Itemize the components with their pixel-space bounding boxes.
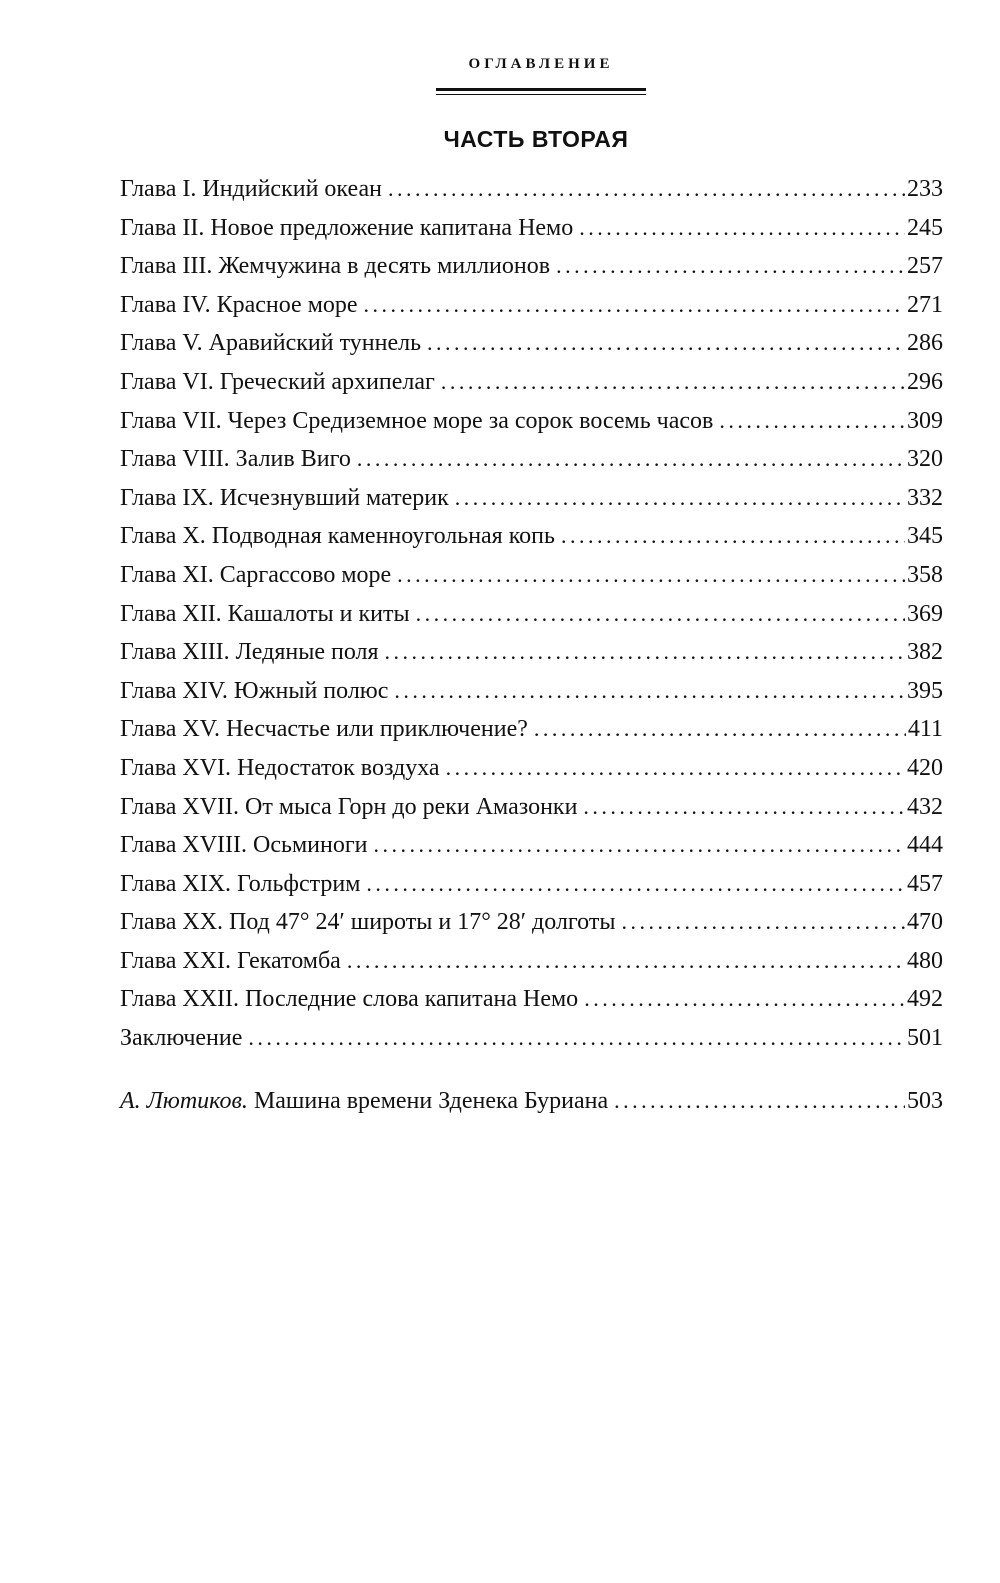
- afterword-author: А. Лютиков.: [120, 1088, 248, 1114]
- leader-dots: [719, 402, 905, 441]
- toc-entry-page-number: 320: [907, 446, 943, 473]
- toc-entry-title: Глава III. Жемчужина в десять миллионов: [120, 253, 551, 280]
- toc-entry-page-number: 257: [907, 253, 943, 280]
- toc-entry-title: Глава V. Аравийский туннель: [120, 330, 422, 357]
- leader-dots: [427, 324, 905, 363]
- toc-entry-title: Глава XIX. Гольфстрим: [120, 870, 361, 897]
- toc-entry-title: Глава VIII. Залив Виго: [120, 446, 351, 473]
- toc-entry-page-number: 480: [907, 947, 943, 974]
- toc-entry: [120, 903, 943, 942]
- toc-entry: [120, 826, 943, 865]
- leader-dots: [455, 479, 905, 518]
- afterword-title-wrap: [120, 1082, 608, 1120]
- leader-dots: [394, 672, 905, 711]
- leader-dots: [621, 903, 905, 942]
- toc-entry-page-number: 382: [907, 639, 943, 666]
- toc-entry-title: Глава VI. Греческий архипелаг: [120, 368, 435, 395]
- toc-entry: [120, 980, 943, 1019]
- leader-dots: [374, 826, 906, 865]
- toc-entry: [120, 788, 943, 827]
- toc-entry: [120, 942, 943, 981]
- toc-entry: [120, 710, 943, 749]
- toc-entry: [120, 517, 943, 556]
- leader-dots: [534, 710, 906, 749]
- toc-entry: [120, 1019, 943, 1058]
- toc-entry: [120, 363, 943, 402]
- toc-entry-page-number: 470: [907, 909, 943, 936]
- toc-entry-page-number: 444: [907, 832, 943, 859]
- toc-entry: [120, 324, 943, 363]
- toc-entry: [120, 749, 943, 788]
- part-title: ЧАСТЬ ВТОРАЯ: [443, 126, 629, 152]
- toc-entry-page-number: 501: [907, 1025, 943, 1052]
- toc-entry-page-number: 492: [907, 986, 943, 1013]
- afterword-page-number: 503: [907, 1088, 943, 1114]
- header-rule-thin: [436, 94, 646, 95]
- toc-entry-page-number: 271: [907, 291, 943, 318]
- toc-entry-page-number: 358: [907, 561, 943, 588]
- running-head: ОГЛАВЛЕНИЕ: [468, 56, 614, 72]
- leader-dots: [614, 1082, 905, 1120]
- toc-entry-title: Глава XV. Несчастье или приключение?: [120, 716, 528, 743]
- toc-entry-title: Глава XI. Саргассово море: [120, 561, 392, 588]
- toc-entry-page-number: 345: [907, 523, 943, 550]
- leader-dots: [556, 247, 905, 286]
- toc-entry-page-number: 296: [907, 368, 943, 395]
- toc-entry: [120, 286, 943, 325]
- toc-entry-title: Глава VII. Через Средиземное море за сорок восемь часов: [120, 407, 714, 434]
- toc-entry-page-number: 432: [907, 793, 943, 820]
- toc-entry-page-number: 369: [907, 600, 943, 627]
- toc-entry-title: Глава X. Подводная каменноугольная копь: [120, 523, 555, 550]
- afterword-title: Машина времени Зденека Буриана: [253, 1088, 609, 1114]
- toc-entry-title: Глава XII. Кашалоты и киты: [120, 600, 410, 627]
- afterword-entry: [120, 1082, 943, 1120]
- toc-entry-page-number: 332: [907, 484, 943, 511]
- leader-dots: [357, 440, 905, 479]
- leader-dots: [583, 788, 905, 827]
- leader-dots: [385, 633, 905, 672]
- leader-dots: [561, 517, 905, 556]
- toc-entry: [120, 209, 943, 248]
- toc-entry-page-number: 245: [907, 214, 943, 241]
- toc-entry-title: Глава IX. Исчезнувший материк: [120, 484, 449, 511]
- toc-entry-page-number: 233: [907, 176, 943, 202]
- leader-dots: [248, 1019, 905, 1058]
- toc-entry: [120, 479, 943, 518]
- leader-dots: [446, 749, 905, 788]
- leader-dots: [347, 942, 905, 981]
- table-of-contents: [120, 170, 943, 1058]
- toc-entry-title: Глава XIII. Ледяные поля: [120, 639, 379, 666]
- toc-entry-page-number: 286: [907, 330, 943, 357]
- leader-dots: [579, 209, 905, 248]
- toc-entry: [120, 440, 943, 479]
- toc-entry-title: Заключение: [120, 1025, 243, 1052]
- header-rule: [436, 88, 646, 91]
- toc-entry-title: Глава XXI. Гекатомба: [120, 947, 341, 974]
- toc-entry: [120, 672, 943, 711]
- toc-entry: [120, 170, 943, 209]
- leader-dots: [416, 595, 905, 634]
- toc-entry: [120, 247, 943, 286]
- toc-entry-title: Глава XX. Под 47° 24′ широты и 17° 28′ долготы: [120, 909, 616, 936]
- leader-dots: [397, 556, 905, 595]
- toc-entry-title: Глава XIV. Южный полюс: [120, 677, 389, 704]
- toc-entry-title: Глава XVII. От мыса Горн до реки Амазонки: [120, 793, 578, 820]
- leader-dots: [441, 363, 905, 402]
- toc-entry: [120, 556, 943, 595]
- leader-dots: [364, 286, 905, 325]
- leader-dots: [584, 980, 905, 1019]
- toc-entry-page-number: 457: [907, 870, 943, 897]
- toc-entry-page-number: 420: [907, 754, 943, 781]
- toc-entry-title: Глава II. Новое предложение капитана Немо: [120, 214, 574, 241]
- toc-entry: [120, 865, 943, 904]
- toc-entry-title: Глава XXII. Последние слова капитана Немо: [120, 986, 579, 1013]
- toc-entry-title: Глава XVIII. Осьминоги: [120, 832, 368, 859]
- toc-entry-title: Глава I. Индийский океан: [120, 176, 382, 202]
- toc-entry-page-number: 309: [907, 407, 943, 434]
- toc-entry: [120, 402, 943, 441]
- leader-dots: [366, 865, 905, 904]
- toc-entry: [120, 595, 943, 634]
- leader-dots: [388, 170, 905, 209]
- toc-entry-page-number: 411: [907, 716, 943, 743]
- toc-entry-title: Глава XVI. Недостаток воздуха: [120, 754, 440, 781]
- toc-entry-page-number: 395: [907, 677, 943, 704]
- toc-entry-title: Глава IV. Красное море: [120, 291, 358, 318]
- toc-entry: [120, 633, 943, 672]
